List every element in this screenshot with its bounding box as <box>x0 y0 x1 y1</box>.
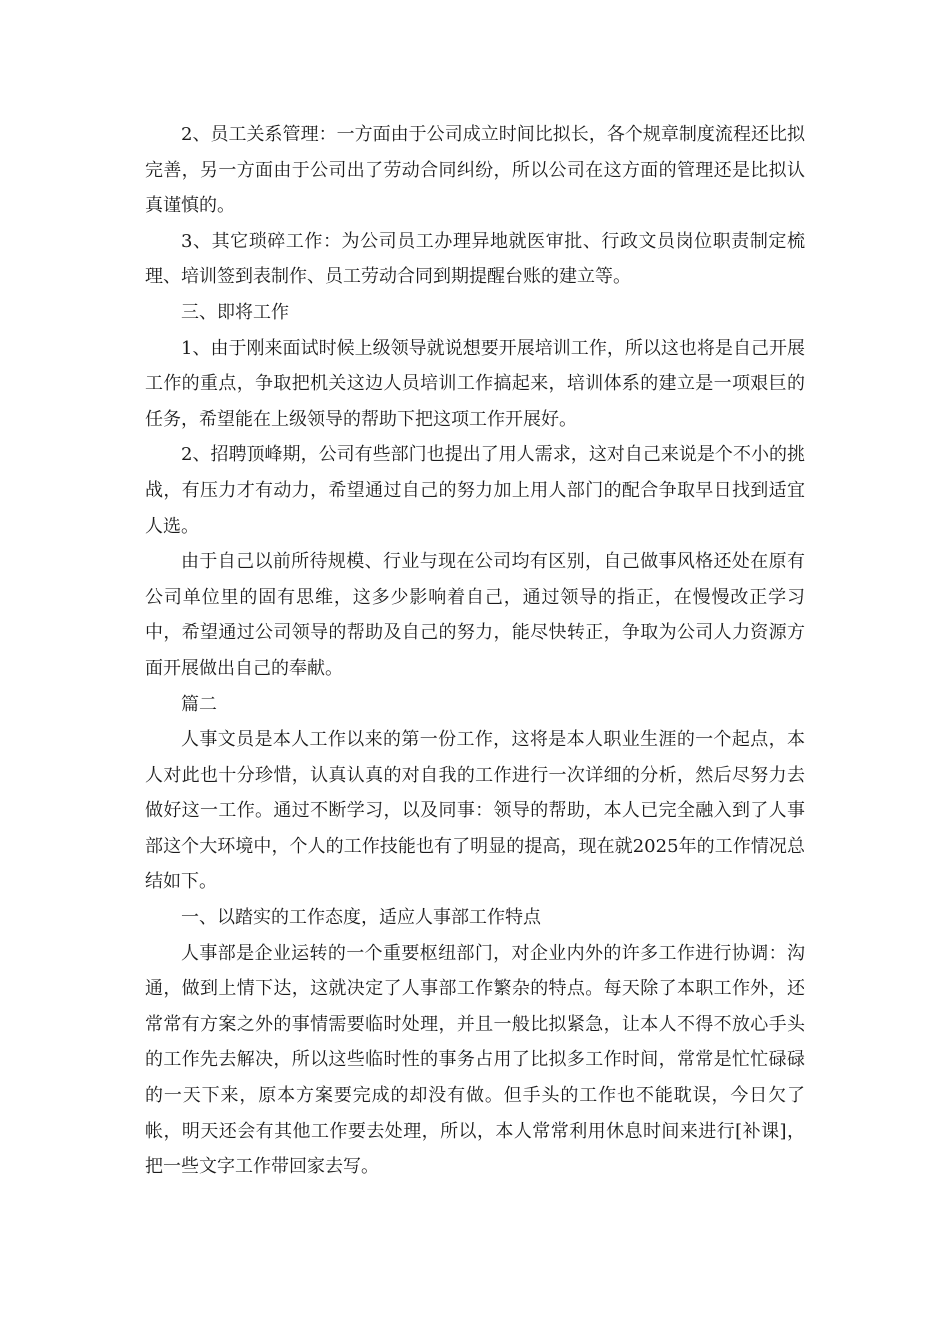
document-body <box>145 117 805 1185</box>
section-heading-part-two: 篇二 <box>181 693 217 715</box>
paragraph-employee-relations: 2、员工关系管理：一方面由于公司成立时间比拟长，各个规章制度流程还比拟完善，另一方面由于公司出了劳动合同纠纷，所以公司在这方面的管理还是比拟认真谨慎的。 <box>145 124 805 217</box>
paragraph-self-improvement: 由于自己以前所待规模、行业与现在公司均有区别，自己做事风格还处在原有公司单位里的固有思维，这多少影响着自己，通过领导的指正，在慢慢改正学习中，希望通过公司领导的帮助及自己的努力，能尽快转正，争取为公司人力资源方面开展做出自己的奉献。 <box>145 551 805 679</box>
paragraph-other-tasks: 3、其它琐碎工作：为公司员工办理异地就医审批、行政文员岗位职责制定梳理、培训签到表制作、员工劳动合同到期提醒台账的建立等。 <box>145 230 805 288</box>
paragraph-recruitment-peak: 2、招聘顶峰期，公司有些部门也提出了用人需求，这对自己来说是个不小的挑战，有压力才有动力，希望通过自己的努力加上用人部门的配合争取早日找到适宜人选。 <box>145 444 805 537</box>
paragraph-first-job: 人事文员是本人工作以来的第一份工作，这将是本人职业生涯的一个起点，本人对此也十分珍惜，认真认真的对自我的工作进行一次详细的分析，然后尽努力去做好这一工作。通过不断学习，以及同事：领导的帮助，本人已完全融入到了人事部这个大环境中，个人的工作技能也有了明显的提高，现在就2025年的工作情况总结如下。 <box>145 729 805 893</box>
paragraph-hr-department: 人事部是企业运转的一个重要枢纽部门，对企业内外的许多工作进行协调：沟通，做到上情下达，这就决定了人事部工作繁杂的特点。每天除了本职工作外，还常常有方案之外的事情需要临时处理，并且一般比拟紧急，让本人不得不放心手头的工作先去解决，所以这些临时性的事务占用了比拟多工作时间，常常是忙忙碌碌的一天下来，原本方案要完成的却没有做。但手头的工作也不能耽误，今日欠了帐，明天还会有其他工作要去处理，所以，本人常常利用休息时间来进行[补课]，把一些文字工作带回家去写。 <box>145 942 805 1178</box>
section-heading-work-attitude: 一、以踏实的工作态度，适应人事部工作特点 <box>181 907 541 929</box>
section-heading-upcoming-work: 三、即将工作 <box>181 301 289 323</box>
paragraph-training-plan: 1、由于刚来面试时候上级领导就说想要开展培训工作，所以这也将是自己开展工作的重点，争取把机关这边人员培训工作搞起来，培训体系的建立是一项艰巨的任务，希望能在上级领导的帮助下把这项工作开展好。 <box>145 337 805 430</box>
